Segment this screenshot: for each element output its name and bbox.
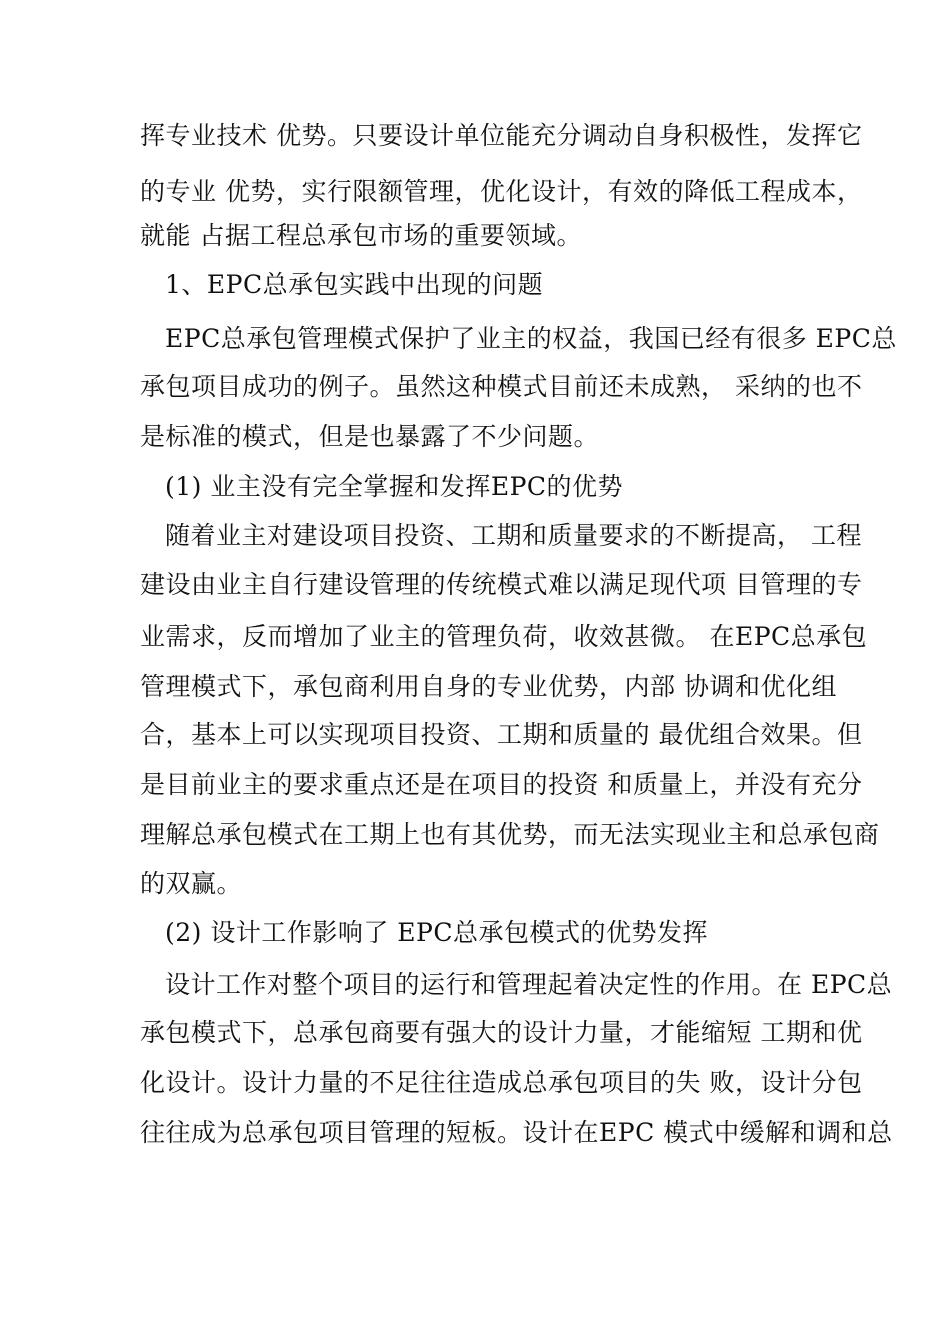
paragraph-line: 随着业主对建设项目投资、工期和质量要求的不断提高， 工程 — [165, 521, 862, 550]
paragraph-line: 是标准的模式，但是也暴露了不少问题。 — [140, 422, 600, 451]
paragraph-line: 是目前业主的要求重点还是在项目的投资 和质量上，并没有充分 — [140, 770, 863, 799]
paragraph-line: 的双赢。 — [140, 869, 243, 898]
section-heading: 1、EPC总承包实践中出现的问题 — [165, 270, 544, 299]
paragraph-line: 承包项目成功的例子。虽然这种模式目前还未成熟， 采纳的也不 — [140, 372, 863, 401]
paragraph-line: 化设计。设计力量的不足往往造成总承包项目的失 败，设计分包 — [140, 1068, 863, 1097]
subsection-heading: (1) 业主没有完全掌握和发挥EPC的优势 — [165, 472, 624, 501]
paragraph-line: 理解总承包模式在工期上也有其优势，而无法实现业主和总承包商 — [140, 820, 880, 849]
paragraph-line: 业需求，反而增加了业主的管理负荷，收效甚微。 在EPC总承包 — [140, 622, 868, 651]
paragraph-line: 的专业 优势，实行限额管理，优化设计，有效的降低工程成本， — [140, 177, 863, 206]
subsection-heading: (2) 设计工作影响了 EPC总承包模式的优势发挥 — [165, 918, 709, 947]
paragraph-line: 承包模式下，总承包商要有强大的设计力量，才能缩短 工期和优 — [140, 1018, 863, 1047]
paragraph-line: EPC总承包管理模式保护了业主的权益，我国已经有很多 EPC总 — [165, 324, 897, 353]
paragraph-line: 合，基本上可以实现项目投资、工期和质量的 最优组合效果。但 — [140, 720, 863, 749]
paragraph-line: 建设由业主自行建设管理的传统模式难以满足现代项 目管理的专 — [140, 570, 863, 599]
paragraph-line: 挥专业技术 优势。只要设计单位能充分调动自身积极性，发挥它 — [140, 121, 863, 150]
paragraph-line: 管理模式下，承包商利用自身的专业优势，内部 协调和优化组 — [140, 672, 837, 701]
paragraph-line: 就能 占据工程总承包市场的重要领域。 — [140, 221, 582, 250]
paragraph-line: 设计工作对整个项目的运行和管理起着决定性的作用。在 EPC总 — [165, 970, 893, 999]
paragraph-line: 往往成为总承包项目管理的短板。设计在EPC 模式中缓解和调和总 — [140, 1118, 893, 1147]
